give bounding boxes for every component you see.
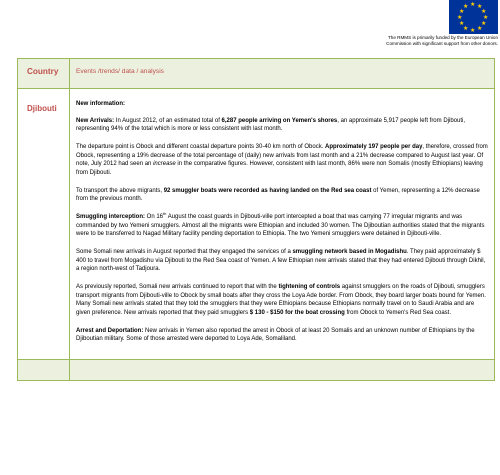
paragraph-smuggler-boats: To transport the above migrants, 92 smuggler boats were recorded as having landed on the Red sea coast of Yemen, representing a 12% decrease from the previous month.: [76, 187, 480, 202]
section-title: New information:: [76, 101, 125, 107]
events-table: [17, 58, 495, 381]
funding-note-line2: Commission with significant support from other donors.: [386, 41, 498, 46]
country-cell: Djibouti: [18, 89, 70, 360]
country-column-header: Country: [18, 59, 70, 89]
table-row-empty: [18, 360, 495, 381]
funding-note: [300, 35, 498, 47]
paragraph-departure-point: The departure point is Obock and different coastal departure points 30-40 km north of Obock. Approximately 197 people per day, therefore, crossed from Obock, representing a 19% decrease of the total percentage of (daily) new arrivals from last month and a 21% decrease compared to August last year. Of note, July 2012 had seen an increase in the comparative figures. However, consistent with last month, 86% were non Somalis (mostly Ethiopians) leaving from Djibouti.: [76, 144, 488, 176]
table-row: [18, 89, 495, 360]
table-header-row: [18, 59, 495, 89]
paragraph-new-arrivals: New Arrivals: In August 2012, of an estimated total of 6,287 people arriving on Yemen's shores, an approximate 5,917 people left from Djibouti, representing 94% of the total which is more or less consistent with last month.: [76, 117, 465, 132]
eu-flag-icon: ★ ★ ★ ★ ★ ★ ★ ★ ★ ★ ★ ★: [449, 0, 498, 34]
events-cell: [70, 89, 495, 360]
paragraph-smuggling-interception: Smuggling interception: On 16th August the coast guards in Djibouti-ville port intercepted a boat that was carrying 77 irregular migrants and was commanded by two Yemeni smugglers. Almost all the migrants were Ethiopian and included 30 women. The Djiboutian authorities stated that the migrants were to be transferred to Nagad Military facility pending deportation to Ethiopia. The two Yemeni smugglers were detained in Djibouti-ville.: [76, 211, 485, 237]
funding-note-line1: The RMMS is primarily funded by the European Union: [387, 35, 498, 40]
events-column-header: Events /trends/ data / analysis: [70, 59, 495, 89]
paragraph-arrest-deportation: Arrest and Deportation: New arrivals in Yemen also reported the arrest in Obock of at least 20 Somalis and an unknown number of Ethiopians by the Djiboutian military. Some of those arrested were deported to Loya Ade, Somaliland.: [76, 327, 475, 342]
paragraph-tightening-controls: As previously reported, Somali new arrivals continued to report that with the tightening of controls against smugglers on the roads of Djibouti, smugglers transport migrants from Djibouti-ville to Obock by small boats after they cross the Loya Ade border. From Obock, they board larger boats bound for Yemen. Many Somali new arrivals stated that they told the smugglers that they were Ethiopians because Ethiopians normally travel on to Saudi Arabia and are given preference. New arrivals reported that they paid smugglers $ 130 - $150 for the boat crossing from Obock to Yemen's Red Sea coast.: [76, 284, 486, 316]
paragraph-smuggling-network: Some Somali new arrivals in August reported that they engaged the services of a smuggling network based in Mogadishu. They paid approximately $ 400 to travel from Mogadishu via Djibouti to the Red Sea coast of Yemen. A few Ethiopian new arrivals stated that they had entered Djibouti through Dikhil, a region north-west of Tadjoura.: [76, 249, 486, 272]
